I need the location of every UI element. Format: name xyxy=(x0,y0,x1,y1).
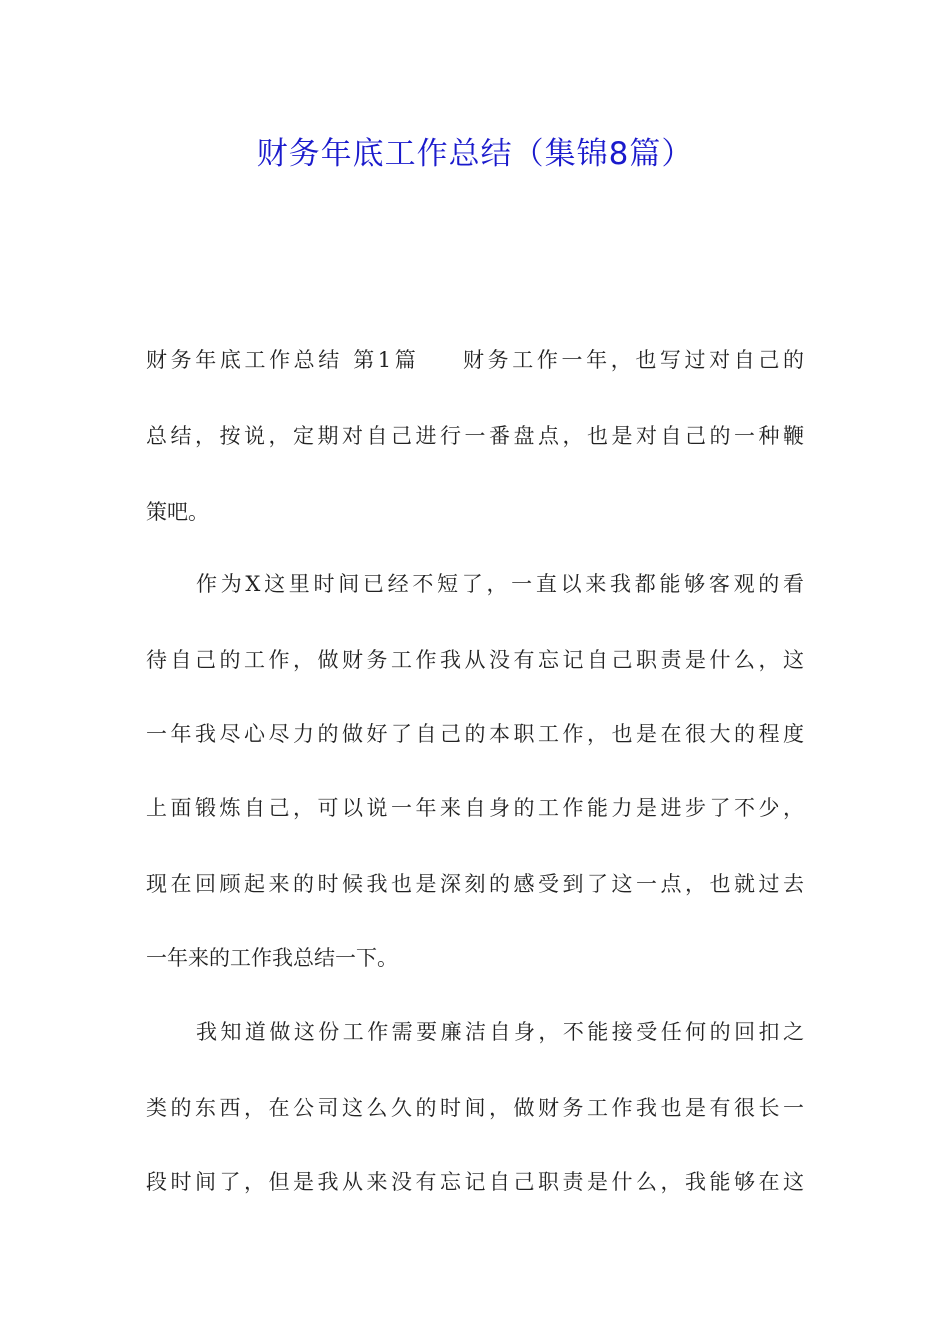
paragraph-line-2: 总结，按说，定期对自己进行一番盘点，也是对自己的一种鞭 xyxy=(146,424,804,448)
paragraph-line-12: 段时间了，但是我从来没有忘记自己职责是什么，我能够在这 xyxy=(146,1170,804,1194)
section-heading: 财务年底工作总结 第1篇 xyxy=(146,348,420,372)
paragraph-line-8: 现在回顾起来的时候我也是深刻的感受到了这一点，也就过去 xyxy=(146,872,804,896)
paragraph-line-10: 我知道做这份工作需要廉洁自身，不能接受任何的回扣之 xyxy=(196,1020,804,1044)
document-title: 财务年底工作总结（集锦8篇） xyxy=(256,136,694,172)
paragraph-line-5: 待自己的工作，做财务工作我从没有忘记自己职责是什么，这 xyxy=(146,648,804,672)
paragraph-line-1 xyxy=(146,345,804,375)
paragraph-line-11: 类的东西，在公司这么久的时间，做财务工作我也是有很长一 xyxy=(146,1096,804,1120)
paragraph-line-3: 策吧。 xyxy=(146,500,209,524)
paragraph-line-4: 作为X这里时间已经不短了，一直以来我都能够客观的看 xyxy=(196,572,804,596)
paragraph-line-7: 上面锻炼自己，可以说一年来自身的工作能力是进步了不少， xyxy=(146,796,804,820)
paragraph-line-6: 一年我尽心尽力的做好了自己的本职工作，也是在很大的程度 xyxy=(146,722,804,746)
paragraph-text: 财务工作一年，也写过对自己的 xyxy=(459,348,804,372)
paragraph-line-9: 一年来的工作我总结一下。 xyxy=(146,946,398,970)
